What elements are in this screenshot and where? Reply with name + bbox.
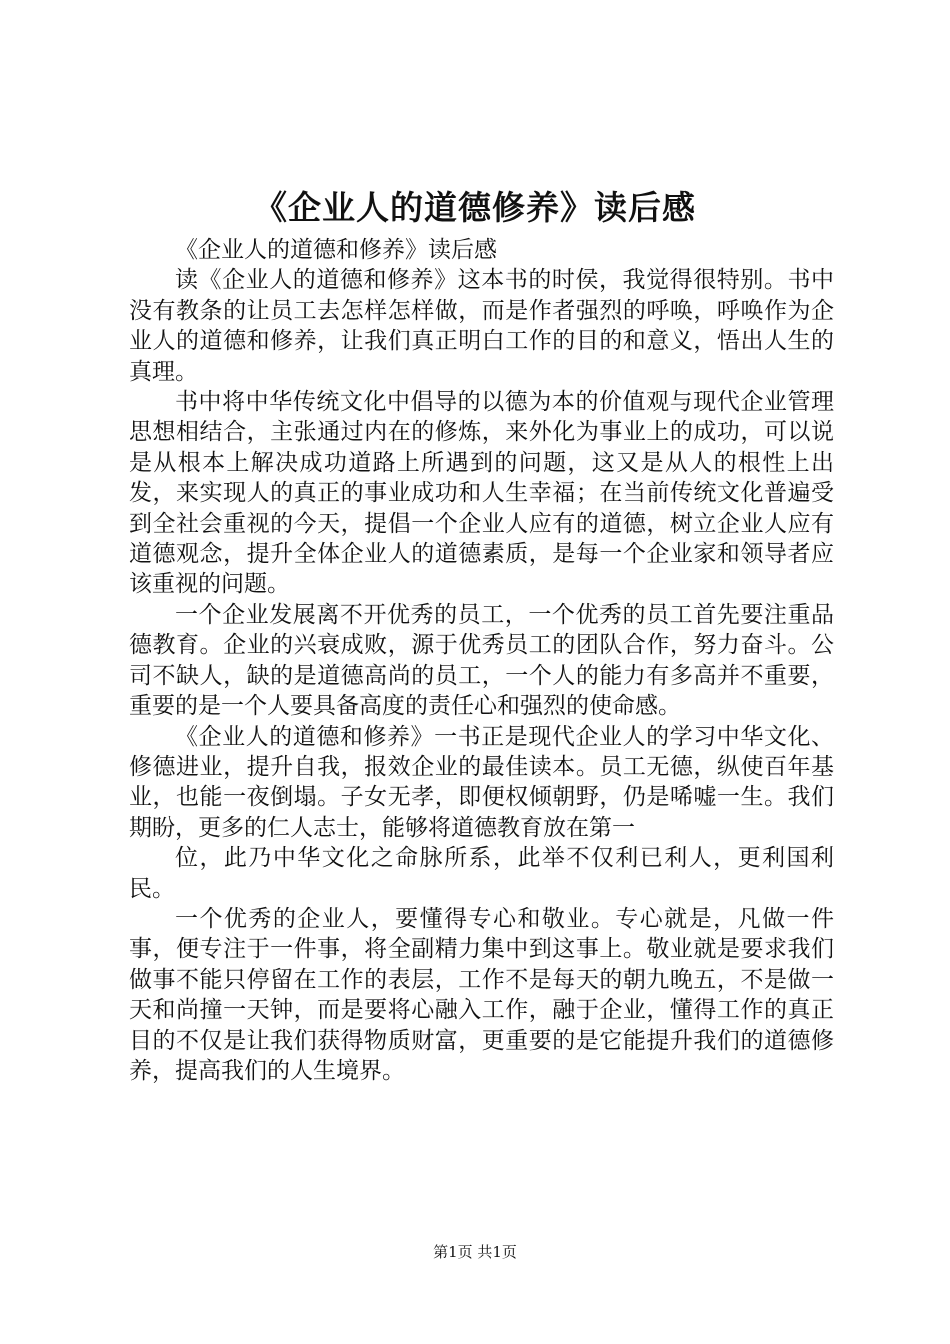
- paragraph: 《企业人的道德和修养》一书正是现代企业人的学习中华文化、修德进业，提升自我，报效企业的最佳读本。员工无德，纵使百年基业，也能一夜倒塌。子女无孝，即便权倾朝野，仍是唏嘘一生。我们期盼，更多的仁人志士，能够将道德教育放在第一: [129, 723, 834, 841]
- document-title: 《企业人的道德修养》读后感: [254, 188, 696, 227]
- paragraph: 位，此乃中华文化之命脉所系，此举不仅利已利人，更利国利民。: [129, 845, 834, 902]
- document-subtitle: 《企业人的道德和修养》读后感: [175, 237, 497, 263]
- page-footer: 第1页 共1页: [433, 1243, 517, 1261]
- document-body: [129, 235, 834, 1086]
- paragraph: 一个优秀的企业人，要懂得专心和敬业。专心就是，凡做一件事，便专注于一件事，将全副精力集中到这事上。敬业就是要求我们做事不能只停留在工作的表层，工作不是每天的朝九晚五，不是做一天和尚撞一天钟，而是要将心融入工作，融于企业，懂得工作的真正目的不仅是让我们获得物质财富，更重要的是它能提升我们的道德修养，提高我们的人生境界。: [129, 905, 834, 1084]
- paragraph: 书中将中华传统文化中倡导的以德为本的价值观与现代企业管理思想相结合，主张通过内在的修炼，来外化为事业上的成功，可以说是从根本上解决成功道路上所遇到的问题，这又是从人的根性上出发，来实现人的真正的事业成功和人生幸福；在当前传统文化普遍受到全社会重视的今天，提倡一个企业人应有的道德，树立企业人应有道德观念，提升全体企业人的道德素质，是每一个企业家和领导者应该重视的问题。: [129, 389, 834, 598]
- paragraph: 一个企业发展离不开优秀的员工，一个优秀的员工首先要注重品德教育。企业的兴衰成败，源于优秀员工的团队合作，努力奋斗。公司不缺人，缺的是道德高尚的员工，一个人的能力有多高并不重要，重要的是一个人要具备高度的责任心和强烈的使命感。: [129, 601, 834, 720]
- paragraph: 读《企业人的道德和修养》这本书的时侯，我觉得很特别。书中没有教条的让员工去怎样怎样做，而是作者强烈的呼唤，呼唤作为企业人的道德和修养，让我们真正明白工作的目的和意义，悟出人生的真理。: [129, 267, 834, 385]
